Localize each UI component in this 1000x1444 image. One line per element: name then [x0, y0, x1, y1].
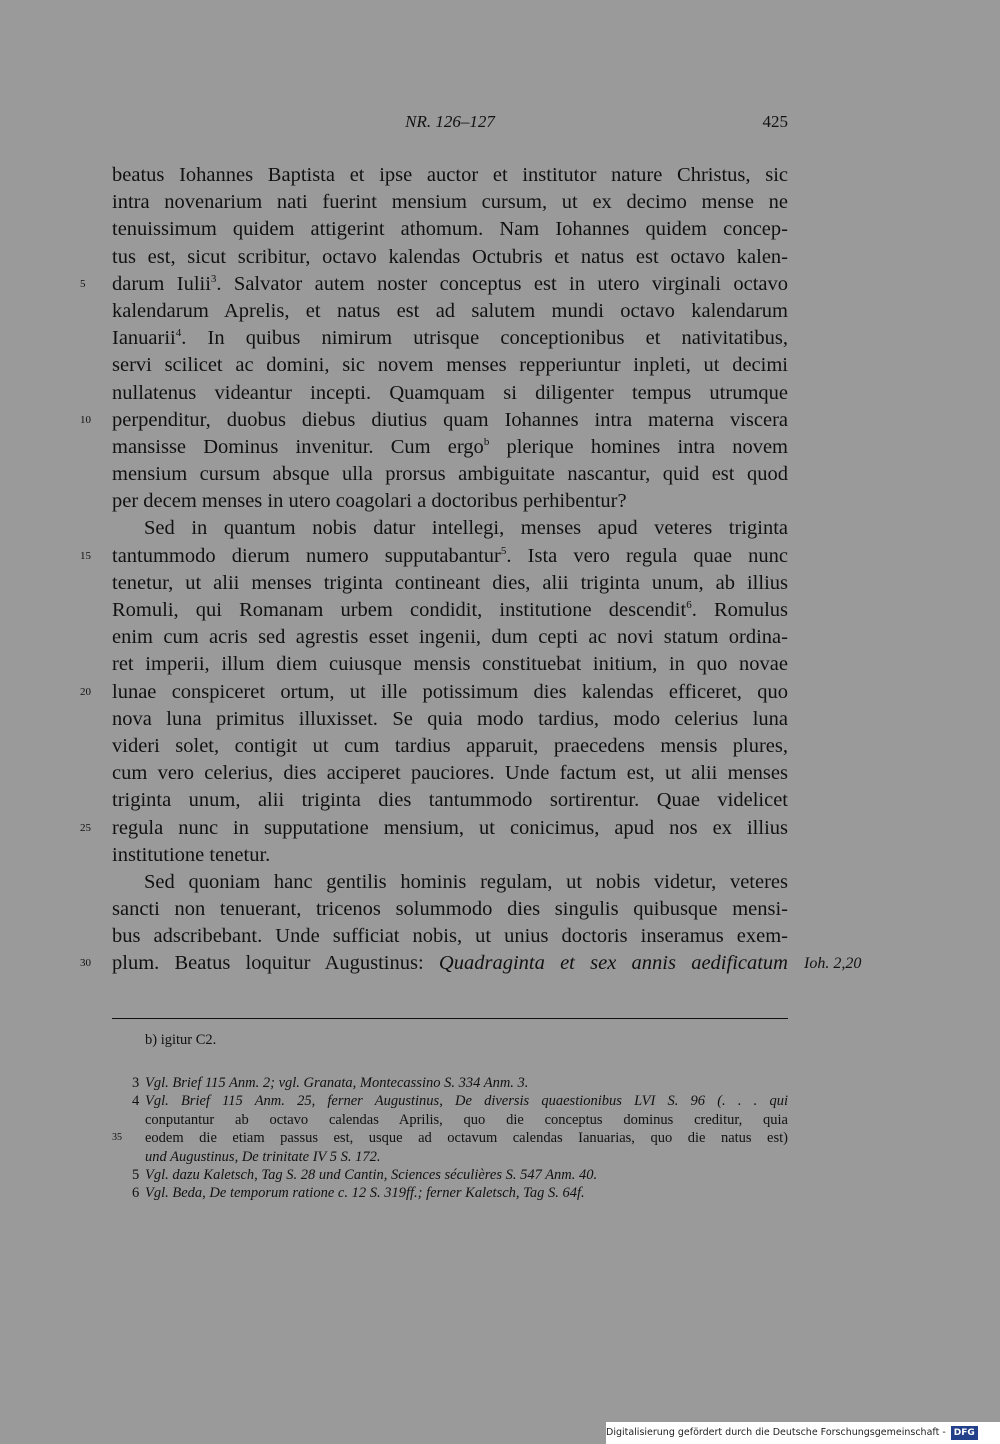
line-text: plum. Beatus loquitur Augustinus: [112, 952, 439, 975]
text-line [112, 216, 788, 243]
footnote-ref: 4 [175, 327, 182, 340]
line-text: institutione tenetur. [112, 843, 271, 866]
footnote-number: 4 [132, 1093, 140, 1110]
line-text: videri solet, contigit ut cum tardius apparuit, praecedens mensis plures, [112, 734, 788, 757]
line-text: servi scilicet ac domini, sic novem menses repperiuntur inpleti, ut decimi [112, 354, 788, 377]
line-text: enim cum acris sed agrestis esset ingenii, dum cepti ac novi statum ordina- [112, 626, 788, 649]
text-line [112, 787, 788, 814]
line-text: Ianuarii [112, 327, 176, 350]
line-text: cum vero celerius, dies acciperet pauciores. Unde factum est, ut alii menses [112, 762, 788, 785]
footnote-number: 5 [132, 1166, 140, 1183]
footnote-ref: 6 [686, 599, 692, 612]
text-line [112, 488, 788, 515]
dfg-logo-icon: DFG [951, 1426, 978, 1440]
footnote [112, 1074, 788, 1092]
text-line [112, 434, 788, 461]
footnote-separator [112, 1018, 788, 1019]
line-text: tus est, sicut scribitur, octavo kalendas Octubris et natus est octavo kalen- [112, 245, 788, 268]
text-line [112, 842, 788, 869]
footnote-ref: 5 [500, 544, 507, 557]
line-text: tenuissimum quidem attigerint athomum. Nam Iohannes quidem concep- [112, 218, 788, 241]
line-text: lunae conspiceret ortum, ut ille potissimum dies kalendas efficeret, quo [112, 680, 788, 703]
line-number: 35 [112, 1132, 122, 1144]
text-line [112, 352, 788, 379]
footnotes-area [112, 1028, 788, 1203]
footnote-line [145, 1184, 788, 1202]
line-text: . In quibus nimirum utrisque conceptionibus et nativitatibus, [181, 327, 788, 350]
text-line [112, 651, 788, 678]
line-number: 30 [80, 957, 91, 970]
footnote-number: 6 [132, 1185, 140, 1202]
line-text: beatus Iohannes Baptista et ipse auctor et institutor nature Christus, sic [112, 164, 788, 186]
text-line [112, 325, 788, 352]
text-line [80, 407, 788, 434]
line-text: nova luna primitus illuxisset. Se quia modo tardius, modo celerius luna [112, 707, 788, 730]
footnote-ref: b [483, 436, 490, 449]
line-text: kalendarum Aprelis, et natus est ad salutem mundi octavo kalendarum [112, 299, 788, 322]
footnote-line [145, 1074, 788, 1092]
line-text: Sed quoniam hanc gentilis hominis regulam, ut nobis videtur, veteres [144, 870, 788, 893]
digitization-footer [606, 1422, 1000, 1444]
page-number: 425 [762, 112, 788, 131]
line-text: per decem menses in utero coagolari a doctoribus perhibentur? [112, 490, 627, 513]
text-line [112, 624, 788, 651]
running-title: NR. 126–127 [405, 112, 495, 131]
text-line [112, 760, 788, 787]
line-text: . Salvator autem noster conceptus est in utero virginali octavo [216, 272, 788, 295]
line-text: plerique homines intra novem [489, 435, 788, 458]
footnote-text: conputantur ab octavo calendas Aprilis, quo die conceptus dominus creditur, quia [145, 1111, 788, 1128]
footnote-text: Vgl. Brief 115 Anm. 2; vgl. Granata, Montecassino S. 334 Anm. 3. [145, 1075, 529, 1091]
footnote-line [145, 1166, 788, 1184]
text-line [112, 597, 788, 624]
text-line [112, 189, 788, 216]
text-line [112, 380, 788, 407]
text-line [112, 461, 788, 488]
quotation-text: Quadraginta et sex annis aedificatum [438, 952, 788, 975]
text-line [80, 950, 862, 977]
text-line [112, 515, 788, 542]
line-text: regula nunc in supputatione mensium, ut conicimus, apud nos ex illius [112, 816, 788, 839]
footnote-text: Vgl. Brief 115 Anm. 25, ferner Augustinus, De diversis quaestionibus LVI S. 96 (. . . qui [145, 1093, 788, 1110]
line-number: 5 [80, 277, 86, 290]
footnote-text: Vgl. dazu Kaletsch, Tag S. 28 und Cantin, Sciences séculières S. 547 Anm. 40. [145, 1166, 598, 1183]
text-line [80, 543, 788, 570]
text-line [112, 923, 788, 950]
footnote [112, 1092, 788, 1166]
footnote-line [145, 1148, 788, 1166]
line-text: perpenditur, duobus diebus diutius quam Iohannes intra materna viscera [112, 408, 788, 431]
line-text: sancti non tenuerant, tricenos solummodo dies singulis quibusque mensi- [112, 898, 788, 921]
margin-reference: Ioh. 2,20 [804, 955, 862, 973]
text-line [112, 570, 788, 597]
line-text: triginta unum, alii triginta dies tantummodo sortirentur. Quae videlicet [112, 789, 788, 812]
text-line [112, 733, 788, 760]
footer-text: Digitalisierung gefördert durch die Deutsche Forschungsgemeinschaft - [606, 1427, 946, 1438]
line-text: tantummodo dierum numero supputabantur [112, 544, 501, 567]
text-line [112, 896, 788, 923]
text-line [112, 244, 788, 271]
footnote-text: Vgl. Beda, De temporum ratione c. 12 S. 319ff.; ferner Kaletsch, Tag S. 64f. [145, 1185, 585, 1202]
line-text: Romuli, qui Romanam urbem condidit, institutione descendit [112, 599, 687, 621]
text-line [112, 706, 788, 733]
text-line [80, 815, 788, 842]
text-line [112, 298, 788, 325]
line-text: tenetur, ut alii menses triginta contineant dies, alii triginta unum, ab illius [112, 571, 788, 594]
line-number: 20 [80, 685, 91, 698]
footnote-text: und Augustinus, De trinitate IV 5 S. 172. [145, 1148, 381, 1165]
line-text: intra novenarium nati fuerint mensium cursum, ut ex decimo mense ne [112, 191, 788, 214]
variant-note: b) igitur C2. [145, 1032, 217, 1048]
line-text: . Ista vero regula quae nunc [506, 544, 788, 567]
line-number: 25 [80, 821, 91, 834]
footnote-line [145, 1092, 788, 1110]
line-text: mansisse Dominus invenitur. Cum ergo [112, 435, 484, 458]
line-text: ret imperii, illum diem cuiusque mensis constituebat initium, in quo novae [112, 653, 788, 676]
text-line [80, 271, 788, 298]
line-text: . Romulus [691, 599, 788, 621]
page-header [112, 112, 788, 138]
text-line [112, 162, 788, 189]
body-text [80, 162, 862, 978]
line-text: Sed in quantum nobis datur intellegi, menses apud veteres triginta [144, 517, 788, 540]
footnote-text: eodem die etiam passus est, usque ad octavum calendas Ianuarias, quo die natus est) [145, 1130, 788, 1147]
text-line [112, 869, 788, 896]
line-text: darum Iulii [112, 272, 211, 295]
text-line [80, 679, 788, 706]
line-number: 15 [80, 549, 91, 562]
footnote-number: 3 [132, 1075, 140, 1091]
footnote-line [112, 1129, 788, 1147]
footnote-list [112, 1074, 788, 1203]
line-text: nullatenus videantur incepti. Quamquam si diligenter tempus utrumque [112, 381, 788, 404]
line-text: bus adscribebant. Unde sufficiat nobis, ut unius doctoris inseramus exem- [112, 925, 788, 948]
line-number: 10 [80, 413, 91, 426]
footnote-line [145, 1111, 788, 1129]
footnote-ref: 3 [210, 272, 217, 285]
line-text: mensium cursum absque ulla prorsus ambiguitate nascantur, quid est quod [112, 463, 788, 486]
footnote [112, 1166, 788, 1184]
footnote [112, 1184, 788, 1202]
